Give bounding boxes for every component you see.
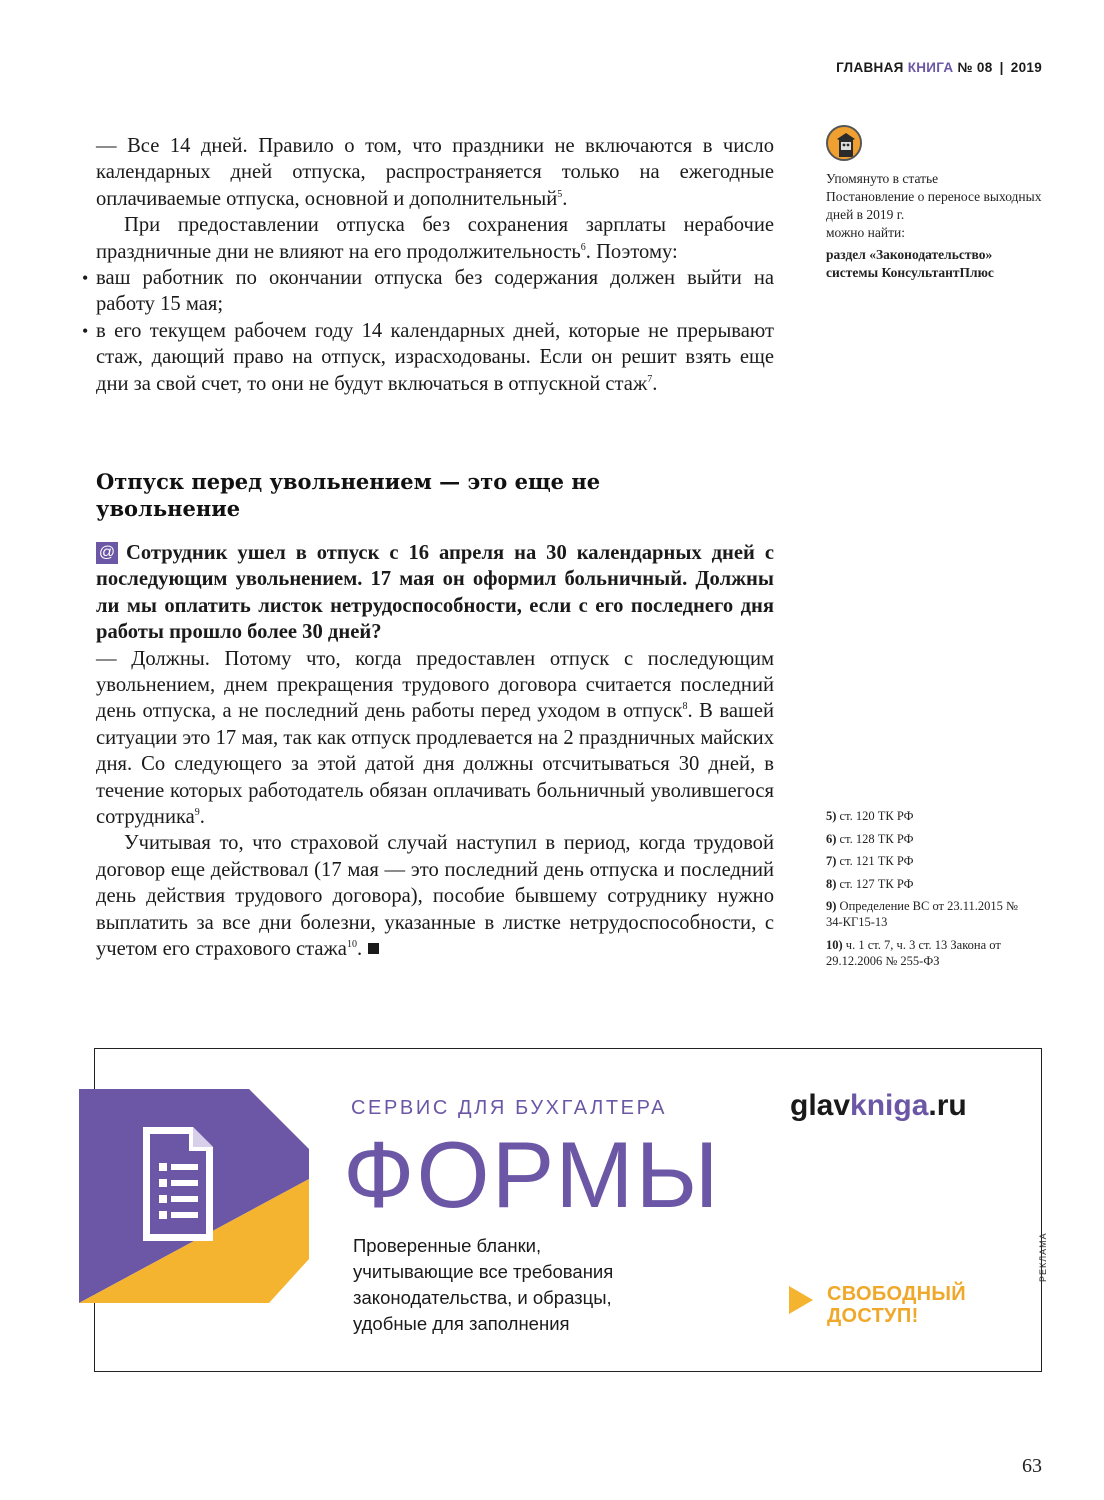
footnote-ref: 10 [346,939,357,951]
header-issue: № 08 [957,60,993,75]
footnote-ref: 8 [682,701,688,713]
footnote-ref: 9 [194,807,200,819]
answer-paragraph: — Должны. Потому что, когда предоставлен отпуск с последующим увольнением, днем прекращения трудового договора считается последний день отпуска, а не последний день работы перед уходом в отпуск$^8$. В вашей ситуации это 17 мая, так как отпуск продлевается на 2 праздничных майских дня. Со следующего за этой датой дня должны отсчитываться 30 дней, в течение которых работодатель обязан оплачивать больничный уволившегося сотрудника$^9$. [96,647,774,829]
paragraph: При предоставлении отпуска без сохранения зарплаты нерабочие праздничные дни не влияют на его продолжительность$^6$. Поэтому: [96,214,774,263]
article-qa-block [96,540,774,963]
where-text: раздел «Законодательство» системы КонсультантПлюс [826,247,994,280]
consultant-avatar-icon [826,125,862,161]
footnotes [826,808,1056,975]
sidebar-mention [826,170,1046,282]
advertisement-banner[interactable]: СЕРВИС ДЛЯ БУХГАЛТЕРА ФОРМЫ Проверенные бланки, учитывающие все требования законодательства, и образцы, удобные для заполнения glavkniga.ru СВОБОДНЫЙ ДОСТУП! [94,1048,1042,1372]
mention-text: Постановление о переносе выходных дней в 2019 г. [826,189,1042,222]
footnote-item: 5) ст. 120 ТК РФ [826,809,914,823]
ad-description: Проверенные бланки, учитывающие все требования законодательства, и образцы, удобные для заполнения [353,1235,614,1334]
running-header: ГЛАВНАЯ КНИГА № 08 | 2019 [836,60,1042,75]
ad-title: ФОРМЫ [343,1122,721,1227]
bullet-item: • ваш работник по окончании отпуска без содержания должен выйти на работу 15 мая; [82,265,774,318]
bullet-list [96,265,774,397]
footnote-item: 10) ч. 1 ст. 7, ч. 3 ст. 13 Закона от 29.12.2006 № 255-ФЗ [826,937,1001,968]
end-mark-icon [368,943,379,954]
ad-site-link[interactable]: glavkniga.ru [790,1089,967,1122]
header-magazine: ГЛАВНАЯ [836,60,904,75]
footnote-ref: 5 [557,188,563,200]
where-label: можно найти: [826,225,905,240]
at-question-icon: @ [96,542,118,564]
footnote-ref: 7 [647,373,653,385]
question: @ Сотрудник ушел в отпуск с 16 апреля на 30 календарных дней с последующим увольнением. 17 мая он оформил больничный. Должны ли мы оплатить листок нетрудоспособности, если с его последнего дня работы прошло более 30 дней? [96,542,774,644]
ad-subtitle: СЕРВИС ДЛЯ БУХГАЛТЕРА [351,1097,668,1119]
answer-paragraph: Учитывая то, что страховой случай наступил в период, когда трудовой договор еще действовал (17 мая — это последний день отпуска и последний день действия трудового договора), пособие бывшему сотруднику нужно выплатить за все дни болезни, указанные в листке нетрудоспособности, с учетом его страхового стажа$^{10}$. [96,832,774,961]
arrow-right-icon [789,1286,813,1314]
footnote-ref: 6 [580,241,586,253]
footnote-item: 9) Определение ВС от 23.11.2015 № 34-КГ15-13 [826,899,1018,929]
header-year: 2019 [1010,60,1042,75]
mention-title: Упомянуто в статье [826,171,939,186]
footnote-item: 6) ст. 128 ТК РФ [826,831,914,846]
footnote-item: 7) ст. 121 ТК РФ [826,854,914,868]
page-number: 63 [1022,1455,1042,1477]
paragraph: — Все 14 дней. Правило о том, что праздники не включаются в число календарных дней отпуска, распространяется только на ежегодные оплачиваемые отпуска, основной и дополнительный$^5$. [96,135,774,210]
header-book: КНИГА [907,60,954,75]
section-title: Отпуск перед увольнением — это еще не увольнение [96,469,601,521]
forms-document-icon [79,1089,387,1303]
footnote-item: 8) ст. 127 ТК РФ [826,876,914,891]
bullet-item: • в его текущем рабочем году 14 календарных дней, которые не прерывают стаж, дающий право на отпуск, израсходованы. Если он решит взять еще дни за свой счет, то они не будут включаться в отпускной стаж$^7$. [82,318,774,397]
article-top-block [96,133,774,397]
ad-label: РЕКЛАМА [1038,1232,1048,1282]
